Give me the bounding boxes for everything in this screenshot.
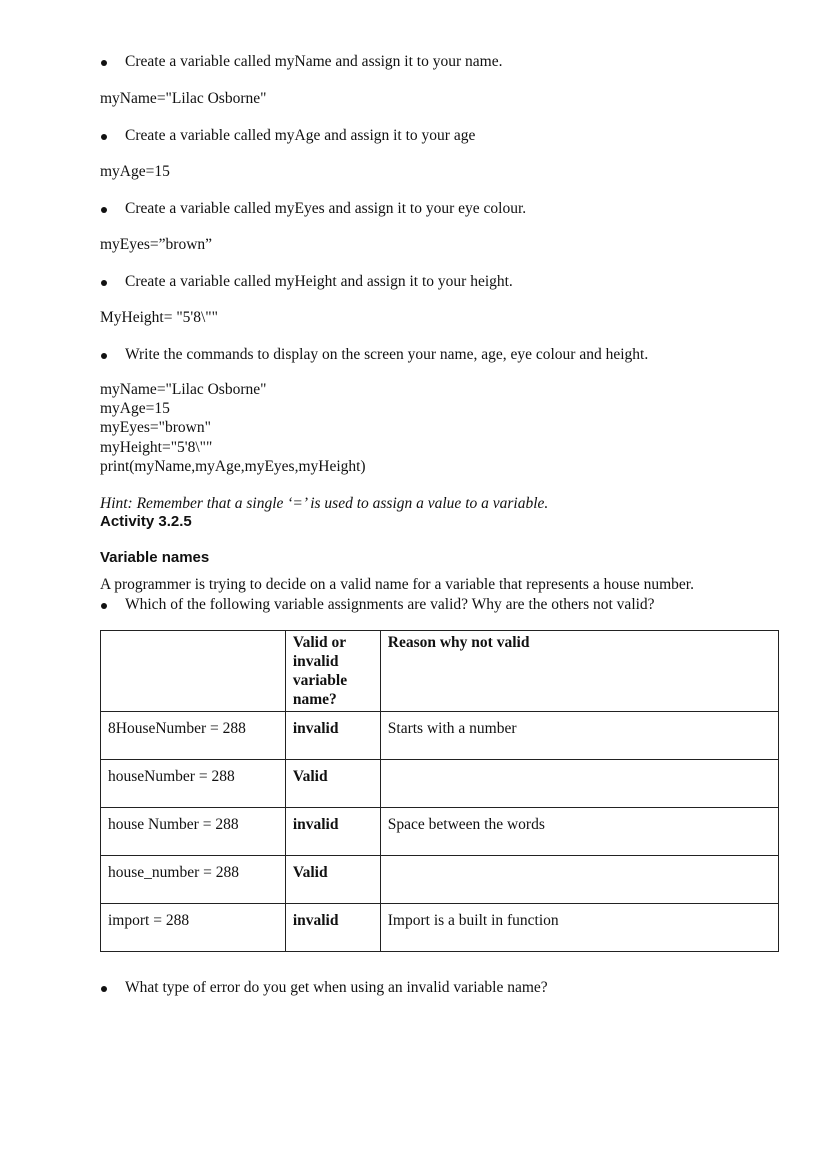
table-row xyxy=(101,808,779,856)
question-text: Which of the following variable assignments are valid? Why are the others not valid? xyxy=(125,596,655,613)
section-title: Variable names xyxy=(100,549,210,566)
validity-cell: Valid xyxy=(285,760,380,808)
reason-cell: Starts with a number xyxy=(380,712,778,760)
assignment-cell: import = 288 xyxy=(101,904,286,952)
task-answer: MyHeight= "5'8\"" xyxy=(100,309,218,326)
validity-cell: invalid xyxy=(285,712,380,760)
variable-names-table xyxy=(100,630,779,952)
hint-text: Hint: Remember that a single ‘=’ is used to assign a value to a variable. xyxy=(100,495,549,512)
task-answer: myEyes=”brown” xyxy=(100,236,213,253)
assignment-cell: houseNumber = 288 xyxy=(101,760,286,808)
reason-cell: Space between the words xyxy=(380,808,778,856)
header-cell: Reason why not valid xyxy=(380,631,778,712)
validity-cell: Valid xyxy=(285,856,380,904)
task-prompt: Create a variable called myEyes and assign it to your eye colour. xyxy=(125,200,527,217)
validity-cell: invalid xyxy=(285,808,380,856)
task-prompt: Create a variable called myName and assign it to your name. xyxy=(125,53,503,70)
activity-title: Activity 3.2.5 xyxy=(100,513,192,530)
task-answer: myAge=15 xyxy=(100,163,170,180)
table-row xyxy=(101,904,779,952)
task-answer: myName="Lilac Osborne" xyxy=(100,90,267,107)
task-prompt: Create a variable called myAge and assign it to your age xyxy=(125,127,476,144)
assignment-cell: 8HouseNumber = 288 xyxy=(101,712,286,760)
code-line: myEyes="brown" xyxy=(100,419,211,437)
table-row xyxy=(101,712,779,760)
intro-text: A programmer is trying to decide on a valid name for a variable that represents a house number. xyxy=(100,576,694,593)
task-prompt: Write the commands to display on the screen your name, age, eye colour and height. xyxy=(125,346,649,363)
table-row xyxy=(101,856,779,904)
reason-cell: Import is a built in function xyxy=(380,904,778,952)
bullet-icon xyxy=(101,60,107,66)
bullet-icon xyxy=(101,603,107,609)
code-line: myHeight="5'8\"" xyxy=(100,438,213,456)
code-line: myAge=15 xyxy=(100,400,170,418)
reason-cell xyxy=(380,760,778,808)
bullet-icon xyxy=(101,207,107,213)
code-line: myName="Lilac Osborne" xyxy=(100,381,267,398)
header-cell xyxy=(101,631,286,712)
bullet-icon xyxy=(101,353,107,359)
final-question-text: What type of error do you get when using an invalid variable name? xyxy=(125,979,548,996)
code-block xyxy=(100,380,366,476)
code-line: print(myName,myAge,myEyes,myHeight) xyxy=(100,457,366,475)
table-header-row xyxy=(101,631,779,712)
bullet-icon xyxy=(101,986,107,992)
task-prompt: Create a variable called myHeight and assign it to your height. xyxy=(125,273,513,290)
header-cell: Valid or invalid variable name? xyxy=(285,631,380,712)
bullet-icon xyxy=(101,134,107,140)
validity-cell: invalid xyxy=(285,904,380,952)
assignment-cell: house Number = 288 xyxy=(101,808,286,856)
assignment-cell: house_number = 288 xyxy=(101,856,286,904)
reason-cell xyxy=(380,856,778,904)
bullet-icon xyxy=(101,280,107,286)
table-row xyxy=(101,760,779,808)
